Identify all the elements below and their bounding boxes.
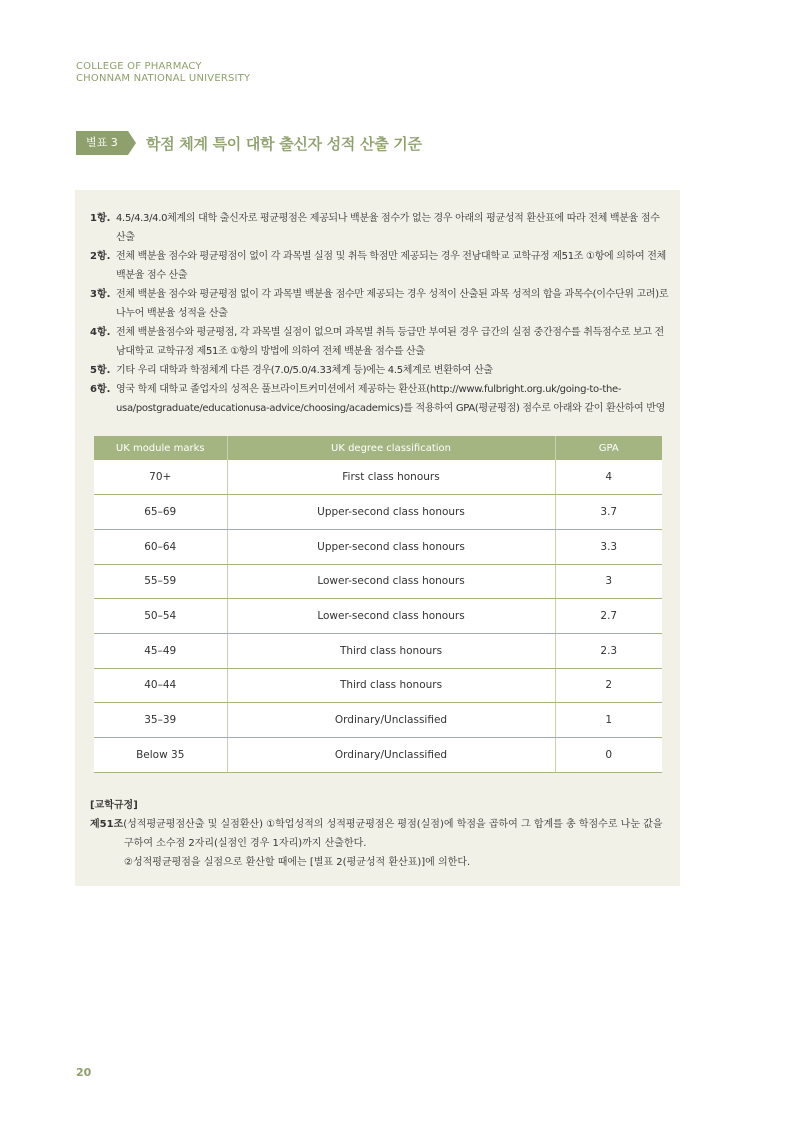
cell-gpa: 3 [555, 564, 662, 599]
cell-gpa: 2.3 [555, 633, 662, 668]
cell-marks: 50–54 [94, 599, 227, 634]
gpa-conversion-table [94, 436, 662, 773]
cell-marks: 55–59 [94, 564, 227, 599]
cell-gpa: 3.7 [555, 495, 662, 530]
criteria-number: 6항. [90, 384, 111, 395]
regulation-heading: [교학규정] [90, 800, 138, 811]
criteria-text: 전체 백분율 점수와 평균평점 없이 각 과목별 백분율 점수만 제공되는 경우 성적이 산출된 과목 성적의 합을 과목수(이수단위 고려)로 나누어 백분율 성적을 산출 [116, 289, 669, 319]
cell-marks: 60–64 [94, 529, 227, 564]
cell-classification: Ordinary/Unclassified [227, 738, 555, 773]
regulation-block [90, 796, 670, 872]
table-row [94, 633, 662, 668]
table-row [94, 703, 662, 738]
criteria-number: 5항. [90, 365, 111, 376]
table-header-row [94, 436, 662, 460]
section-tag: 별표 3 [76, 131, 128, 155]
table-row [94, 738, 662, 773]
cell-marks: 70+ [94, 460, 227, 495]
regulation-article: 제51조 [90, 819, 124, 830]
table-row [94, 529, 662, 564]
criteria-item [90, 323, 670, 361]
section-title: 학점 체계 특이 대학 출신자 성적 산출 기준 [146, 134, 422, 153]
cell-marks: 45–49 [94, 633, 227, 668]
cell-gpa: 4 [555, 460, 662, 495]
cell-marks: 35–39 [94, 703, 227, 738]
criteria-item [90, 209, 670, 247]
cell-marks: Below 35 [94, 738, 227, 773]
criteria-list [90, 209, 670, 418]
criteria-text: 전체 백분율점수와 평균평점, 각 과목별 실점이 없으며 과목별 취득 등급만 부여된 경우 급간의 실점 중간점수를 취득점수로 보고 전남대학교 교학규정 제51조 ①항의 방법에 의하여 전체 백분율 점수를 산출 [116, 327, 664, 357]
header-college: COLLEGE OF PHARMACY [76, 61, 202, 72]
section-title-row [76, 131, 422, 155]
table-row [94, 495, 662, 530]
cell-classification: Upper-second class honours [227, 529, 555, 564]
cell-classification: Third class honours [227, 668, 555, 703]
table-row [94, 460, 662, 495]
criteria-number: 2항. [90, 251, 111, 262]
cell-gpa: 2.7 [555, 599, 662, 634]
column-header-marks: UK module marks [94, 436, 227, 460]
cell-marks: 65–69 [94, 495, 227, 530]
criteria-item [90, 247, 670, 285]
cell-classification: Lower-second class honours [227, 599, 555, 634]
cell-gpa: 3.3 [555, 529, 662, 564]
column-header-classification: UK degree classification [227, 436, 555, 460]
regulation-text: 구하여 소수점 2자리(실점인 경우 1자리)까지 산출한다. [124, 838, 367, 849]
page-number: 20 [76, 1066, 92, 1079]
header-university: CHONNAM NATIONAL UNIVERSITY [76, 73, 251, 84]
cell-classification: First class honours [227, 460, 555, 495]
cell-gpa: 2 [555, 668, 662, 703]
cell-gpa: 1 [555, 703, 662, 738]
criteria-number: 3항. [90, 289, 111, 300]
table-row [94, 564, 662, 599]
table-row [94, 668, 662, 703]
running-header [76, 61, 250, 85]
criteria-item [90, 380, 670, 418]
table-row [94, 599, 662, 634]
criteria-text: 기타 우리 대학과 학점체계 다른 경우(7.0/5.0/4.33체계 등)에는 4.5체계로 변환하여 산출 [116, 365, 493, 376]
regulation-first-line [90, 815, 670, 834]
cell-marks: 40–44 [94, 668, 227, 703]
regulation-text: ②성적평균평점을 실점으로 환산할 때에는 [별표 2(평균성적 환산표)]에 의한다. [124, 857, 471, 868]
criteria-text: 4.5/4.3/4.0체계의 대학 출신자로 평균평점은 제공되나 백분율 점수가 없는 경우 아래의 평균성적 환산표에 따라 전체 백분율 점수 산출 [116, 213, 660, 243]
criteria-text: 영국 학제 대학교 졸업자의 성적은 풀브라이트커미션에서 제공하는 환산표(http://www.fulbright.org.uk/going-to-the-usa/postgraduate/educationusa-advice/choosing/academics)를 적용하여 GPA(평균평점) 점수로 아래와 같이 환산하여 반영 [116, 384, 665, 414]
cell-classification: Third class honours [227, 633, 555, 668]
criteria-item [90, 285, 670, 323]
cell-classification: Lower-second class honours [227, 564, 555, 599]
criteria-number: 4항. [90, 327, 111, 338]
cell-classification: Ordinary/Unclassified [227, 703, 555, 738]
regulation-text: (성적평균평점산출 및 실점환산) ①학업성적의 성적평균평점은 평점(실점)에 학점을 곱하여 그 합계를 총 학점수로 나눈 값을 [123, 819, 663, 830]
column-header-gpa: GPA [555, 436, 662, 460]
criteria-number: 1항. [90, 213, 111, 224]
criteria-item [90, 361, 670, 380]
cell-gpa: 0 [555, 738, 662, 773]
criteria-text: 전체 백분율 점수와 평균평점이 없이 각 과목별 실점 및 취득 학점만 제공되는 경우 전남대학교 교학규정 제51조 ①항에 의하여 전체 백분율 점수 산출 [116, 251, 666, 281]
cell-classification: Upper-second class honours [227, 495, 555, 530]
